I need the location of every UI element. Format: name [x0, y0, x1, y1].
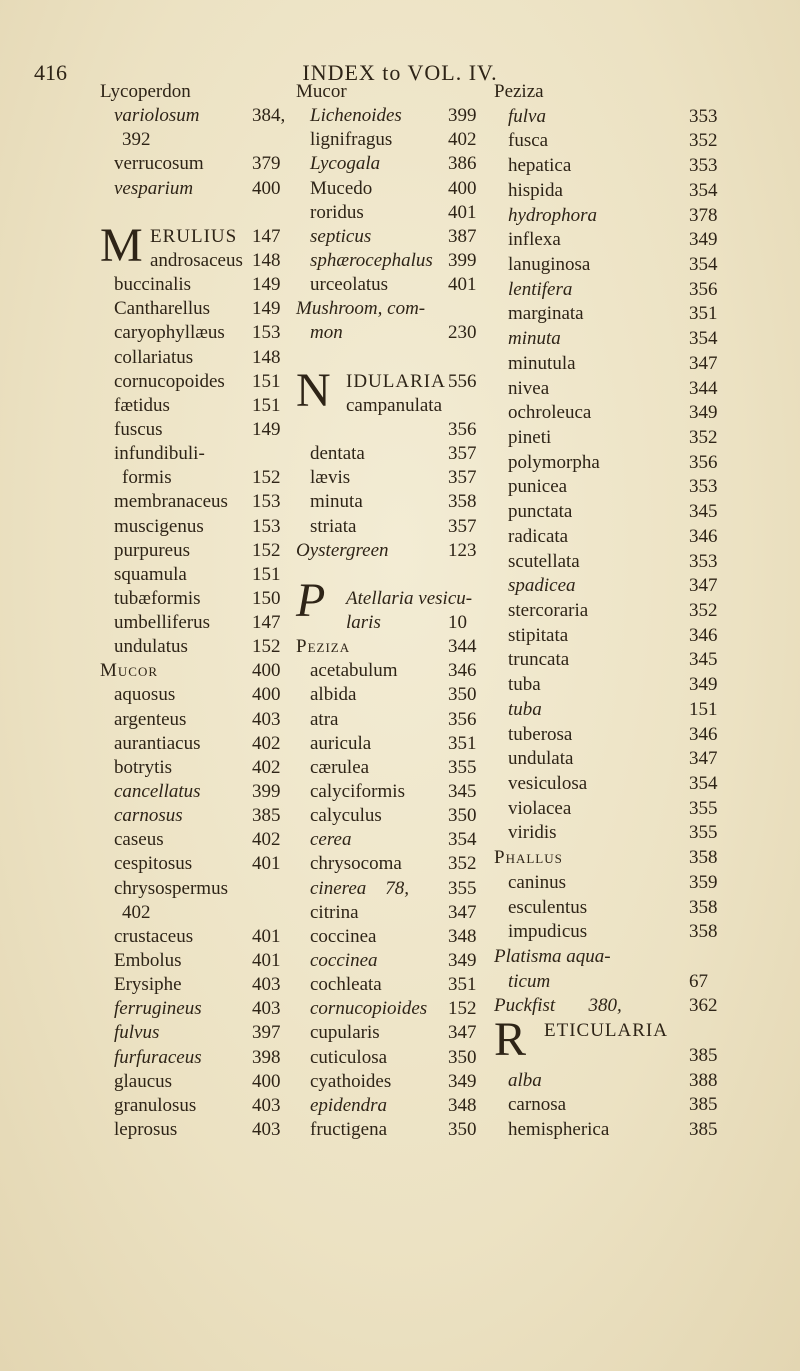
- entry-term: ETICULARIA: [544, 1020, 668, 1042]
- entry-page-number: 399: [252, 781, 281, 803]
- entry-page-number: 356: [448, 708, 477, 730]
- entry-page-number: 354: [689, 254, 718, 275]
- entry-page-number: 400: [252, 177, 281, 199]
- entry-term: Peziza: [296, 636, 351, 658]
- entry-term: ochroleuca: [508, 402, 592, 424]
- entry-term: violacea: [508, 797, 572, 819]
- entry-page-number: 403: [252, 998, 281, 1020]
- entry-term: polymorpha: [508, 451, 600, 473]
- entry-page-number: 403: [252, 974, 281, 996]
- entry-term: muscigenus: [114, 515, 204, 537]
- entry-page-number: 123: [448, 539, 477, 561]
- entry-page-number: 556: [448, 370, 477, 392]
- entry-page-number: 356: [448, 418, 477, 440]
- entry-term: hepatica: [508, 155, 572, 177]
- entry-term: Mucor: [296, 81, 347, 102]
- entry-page-number: 349: [448, 950, 477, 972]
- entry-term: carnosus: [114, 805, 183, 827]
- entry-term: umbelliferus: [114, 612, 211, 634]
- entry-page-number: 152: [252, 539, 281, 561]
- drop-cap: N: [296, 363, 331, 417]
- entry-term: botrytis: [114, 756, 173, 778]
- entry-term: cancellatus: [114, 781, 201, 803]
- entry-page-number: 399: [448, 105, 477, 127]
- entry-page-number: 388: [689, 1069, 718, 1091]
- entry-term: spadicea: [508, 575, 576, 597]
- entry-page-number: 398: [252, 1046, 281, 1068]
- entry-page-number: 401: [252, 853, 281, 875]
- entry-term: roridus: [310, 201, 364, 223]
- entry-page-number: 153: [252, 322, 281, 344]
- entry-term: inflexa: [508, 229, 561, 251]
- entry-term: ERULIUS: [150, 225, 238, 247]
- entry-page-number: 347: [689, 748, 718, 770]
- entry-term: scutellata: [508, 550, 580, 572]
- entry-term: purpureus: [114, 539, 190, 561]
- entry-term: Lichenoides: [310, 105, 402, 127]
- entry-term: auricula: [310, 732, 372, 754]
- entry-page-number: 355: [689, 822, 718, 844]
- entry-page-number: 402: [252, 756, 281, 778]
- entry-page-number: 354: [689, 179, 718, 201]
- entry-term: Atellaria vesicu-: [346, 587, 473, 609]
- entry-page-number: 346: [689, 723, 718, 745]
- entry-term: stercoraria: [508, 600, 589, 621]
- entry-page-number: 348: [448, 1094, 477, 1116]
- entry-term: 402: [122, 901, 151, 923]
- entry-page-number: 355: [448, 877, 477, 899]
- entry-term: tuba: [508, 674, 541, 696]
- entry-term: cyathoides: [310, 1070, 392, 1092]
- entry-term: cinerea 78,: [310, 877, 410, 899]
- entry-term: cuticulosa: [310, 1046, 388, 1068]
- entry-page-number: 344: [448, 636, 477, 658]
- entry-page-number: 358: [448, 491, 477, 513]
- entry-term: punicea: [508, 476, 568, 498]
- entry-page-number: 354: [448, 829, 477, 851]
- entry-page-number: 400: [448, 177, 477, 199]
- entry-page-number: 354: [689, 773, 718, 794]
- entry-page-number: 153: [252, 515, 281, 537]
- entry-page-number: 347: [689, 352, 718, 374]
- entry-page-number: 357: [448, 467, 477, 489]
- entry-term: lentifera: [508, 278, 573, 300]
- entry-page-number: 355: [689, 797, 718, 819]
- entry-term: minutula: [508, 352, 576, 374]
- entry-page-number: 379: [252, 153, 281, 175]
- entry-page-number: 355: [448, 756, 477, 778]
- entry-term: viridis: [508, 822, 557, 844]
- entry-page-number: 346: [448, 660, 477, 682]
- entry-term: impudicus: [508, 921, 588, 943]
- entry-term: atra: [310, 708, 339, 730]
- entry-term: fulvus: [114, 1022, 160, 1044]
- entry-term: septicus: [310, 225, 372, 247]
- entry-term: epidendra: [310, 1094, 388, 1116]
- entry-term: formis: [122, 467, 172, 489]
- entry-term: dentata: [310, 443, 365, 465]
- entry-term: fulva: [508, 105, 546, 127]
- entry-page-number: 378: [689, 204, 718, 226]
- entry-term: crustaceus: [114, 925, 194, 947]
- entry-term: Mucor: [100, 660, 159, 682]
- entry-term: hydrophora: [508, 204, 598, 226]
- entry-term: Phallus: [494, 847, 563, 869]
- entry-term: esculentus: [508, 896, 588, 918]
- entry-term: alba: [508, 1069, 542, 1091]
- entry-term: lanuginosa: [508, 254, 591, 275]
- entry-page-number: 358: [689, 847, 718, 869]
- entry-term: stipitata: [508, 624, 569, 646]
- drop-cap: M: [100, 218, 143, 272]
- entry-page-number: 351: [448, 974, 477, 996]
- entry-page-number: 149: [252, 274, 281, 296]
- entry-term: glaucus: [114, 1070, 173, 1092]
- entry-term: radicata: [508, 525, 569, 547]
- entry-term: ticum: [508, 970, 551, 992]
- entry-page-number: 400: [252, 1070, 281, 1092]
- entry-page-number: 151: [252, 563, 281, 585]
- entry-term: Cantharellus: [114, 298, 211, 320]
- entry-term: furfuraceus: [114, 1046, 202, 1068]
- entry-term: coccinea: [310, 925, 377, 947]
- entry-term: caninus: [508, 871, 567, 893]
- entry-page-number: 149: [252, 418, 281, 440]
- entry-page-number: 351: [689, 303, 718, 325]
- entry-page-number: 151: [252, 394, 281, 416]
- entry-term: fusca: [508, 130, 549, 152]
- entry-page-number: 356: [689, 451, 718, 473]
- entry-page-number: 67: [689, 970, 708, 992]
- entry-page-number: 349: [448, 1070, 477, 1092]
- entry-page-number: 350: [448, 1046, 477, 1068]
- entry-page-number: 147: [252, 225, 281, 247]
- entry-term: vesiculosa: [508, 773, 588, 794]
- entry-page-number: 357: [448, 443, 477, 465]
- entry-page-number: 353: [689, 476, 718, 498]
- entry-term: lævis: [310, 467, 351, 489]
- entry-term: citrina: [310, 901, 359, 923]
- entry-page-number: 147: [252, 612, 281, 634]
- entry-term: Puckfist 380,: [494, 995, 622, 1017]
- entry-term: cornucopoides: [114, 370, 225, 392]
- entry-page-number: 384,: [252, 105, 286, 127]
- entry-term: urceolatus: [310, 274, 389, 296]
- entry-page-number: 362: [689, 995, 718, 1017]
- entry-page-number: 10: [448, 612, 467, 634]
- entry-term: membranaceus: [114, 491, 228, 513]
- entry-page-number: 353: [689, 155, 718, 177]
- entry-term: Erysiphe: [114, 974, 182, 996]
- entry-term: undulata: [508, 748, 574, 770]
- entry-page-number: 385: [252, 805, 281, 827]
- entry-page-number: 400: [252, 684, 281, 706]
- entry-page-number: 350: [448, 805, 477, 827]
- entry-page-number: 403: [252, 708, 281, 730]
- entry-term: Platisma aqua-: [494, 946, 611, 967]
- entry-term: striata: [310, 515, 357, 537]
- entry-page-number: 350: [448, 684, 477, 706]
- entry-page-number: 350: [448, 1119, 477, 1140]
- entry-page-number: 352: [448, 853, 477, 875]
- entry-term: androsaceus: [150, 249, 243, 271]
- entry-term: minuta: [310, 491, 363, 513]
- entry-term: cerea: [310, 829, 352, 851]
- entry-term: ferrugineus: [114, 998, 202, 1020]
- entry-page-number: 150: [252, 587, 281, 609]
- entry-term: buccinalis: [114, 274, 192, 296]
- entry-page-number: 386: [448, 153, 477, 175]
- page-number: 416: [34, 60, 67, 85]
- entry-term: carnosa: [508, 1094, 567, 1116]
- entry-page-number: 347: [689, 575, 718, 597]
- entry-term: caseus: [114, 829, 164, 851]
- entry-term: Lycogala: [310, 153, 381, 175]
- entry-page-number: 399: [448, 249, 477, 271]
- entry-term: marginata: [508, 303, 584, 325]
- entry-page-number: 349: [689, 402, 718, 424]
- entry-term: chrysocoma: [310, 853, 402, 875]
- entry-page-number: 151: [689, 698, 718, 720]
- entry-term: truncata: [508, 649, 570, 671]
- entry-page-number: 401: [448, 201, 477, 223]
- entry-term: Lycoperdon: [100, 81, 191, 102]
- entry-term: verrucosum: [114, 153, 204, 175]
- entry-term: tuberosa: [508, 723, 573, 745]
- entry-page-number: 357: [448, 515, 477, 537]
- entry-term: Mucedo: [310, 177, 373, 199]
- entry-page-number: 345: [689, 501, 718, 523]
- entry-page-number: 401: [448, 274, 477, 296]
- entry-term: granulosus: [114, 1094, 197, 1116]
- entry-term: calyculus: [310, 805, 382, 827]
- entry-term: Mushroom, com-: [296, 298, 426, 320]
- entry-page-number: 352: [689, 427, 718, 448]
- entry-term: argenteus: [114, 708, 187, 730]
- entry-term: albida: [310, 684, 357, 706]
- entry-term: nivea: [508, 377, 550, 399]
- entry-term: collariatus: [114, 346, 194, 368]
- entry-page-number: 349: [689, 229, 718, 251]
- entry-page-number: 359: [689, 871, 718, 893]
- entry-page-number: 356: [689, 278, 718, 300]
- entry-term: cornucopioides: [310, 998, 428, 1020]
- entry-page-number: 351: [448, 732, 477, 754]
- entry-page-number: 148: [252, 249, 281, 271]
- entry-term: campanulata: [346, 394, 443, 416]
- entry-term: acetabulum: [310, 660, 398, 682]
- entry-page-number: 151: [252, 370, 281, 392]
- entry-term: mon: [310, 322, 343, 344]
- entry-term: cærulea: [310, 756, 370, 778]
- entry-term: aurantiacus: [114, 732, 201, 754]
- entry-term: Embolus: [114, 950, 182, 972]
- entry-page-number: 385: [689, 1119, 718, 1140]
- entry-page-number: 403: [252, 1094, 281, 1116]
- entry-term: hemispherica: [508, 1119, 610, 1140]
- entry-page-number: 153: [252, 491, 281, 513]
- entry-term: tuba: [508, 698, 542, 720]
- entry-page-number: 403: [252, 1119, 281, 1140]
- entry-page-number: 152: [448, 998, 477, 1020]
- drop-cap: P: [296, 573, 326, 627]
- entry-page-number: 353: [689, 550, 718, 572]
- entry-page-number: 401: [252, 925, 281, 947]
- entry-term: pineti: [508, 427, 552, 448]
- entry-page-number: 152: [252, 636, 281, 658]
- entry-term: leprosus: [114, 1119, 178, 1140]
- entry-term: undulatus: [114, 636, 188, 658]
- entry-page-number: 352: [689, 130, 718, 152]
- entry-term: minuta: [508, 328, 561, 350]
- entry-page-number: 358: [689, 921, 718, 943]
- drop-cap: R: [494, 1013, 527, 1067]
- entry-page-number: 400: [252, 660, 281, 682]
- entry-term: chrysospermus: [114, 877, 228, 899]
- entry-page-number: 385: [689, 1094, 718, 1116]
- entry-term: fructigena: [310, 1119, 388, 1140]
- entry-term: squamula: [114, 563, 187, 585]
- entry-page-number: 347: [448, 901, 477, 923]
- entry-page-number: 230: [448, 322, 477, 344]
- entry-page-number: 387: [448, 225, 477, 247]
- entry-page-number: 397: [252, 1022, 281, 1044]
- entry-term: aquosus: [114, 684, 176, 706]
- entry-term: cespitosus: [114, 853, 193, 875]
- entry-page-number: 402: [252, 829, 281, 851]
- entry-page-number: 401: [252, 950, 281, 972]
- entry-term: cochleata: [310, 974, 382, 996]
- entry-page-number: 346: [689, 624, 718, 646]
- entry-term: tubæformis: [114, 587, 201, 609]
- entry-term: 392: [122, 129, 151, 151]
- entry-term: laris: [346, 612, 381, 634]
- entry-term: coccinea: [310, 950, 378, 972]
- entry-page-number: 346: [689, 525, 718, 547]
- entry-page-number: 354: [689, 328, 718, 350]
- entry-term: infundibuli-: [114, 443, 205, 465]
- entry-page-number: 152: [252, 467, 281, 489]
- entry-term: lignifragus: [310, 129, 393, 151]
- entry-term: vesparium: [114, 177, 194, 199]
- running-header: INDEX to VOL. IV.: [302, 60, 498, 85]
- entry-page-number: 345: [448, 781, 477, 803]
- entry-term: IDULARIA: [346, 370, 446, 392]
- entry-page-number: 402: [252, 732, 281, 754]
- entry-term: fætidus: [114, 394, 170, 416]
- entry-term: Oystergreen: [296, 539, 389, 561]
- entry-term: sphærocephalus: [310, 249, 433, 271]
- entry-page-number: 347: [448, 1022, 477, 1044]
- entry-page-number: 148: [252, 346, 281, 368]
- entry-term: variolosum: [114, 105, 200, 127]
- entry-term: fuscus: [114, 418, 163, 440]
- entry-term: punctata: [508, 501, 573, 523]
- entry-page-number: 352: [689, 600, 718, 621]
- entry-page-number: 353: [689, 105, 718, 127]
- entry-page-number: 348: [448, 925, 477, 947]
- entry-term: Peziza: [494, 81, 544, 102]
- entry-page-number: 344: [689, 377, 718, 399]
- entry-page-number: 402: [448, 129, 477, 151]
- entry-term: cupularis: [310, 1022, 380, 1044]
- entry-page-number: 358: [689, 896, 718, 918]
- entry-page-number: 345: [689, 649, 718, 671]
- entry-page-number: 385: [689, 1044, 718, 1066]
- entry-term: caryophyllæus: [114, 322, 225, 344]
- entry-term: hispida: [508, 179, 563, 201]
- entry-page-number: 149: [252, 298, 281, 320]
- entry-page-number: 349: [689, 674, 718, 696]
- entry-term: calyciformis: [310, 781, 405, 803]
